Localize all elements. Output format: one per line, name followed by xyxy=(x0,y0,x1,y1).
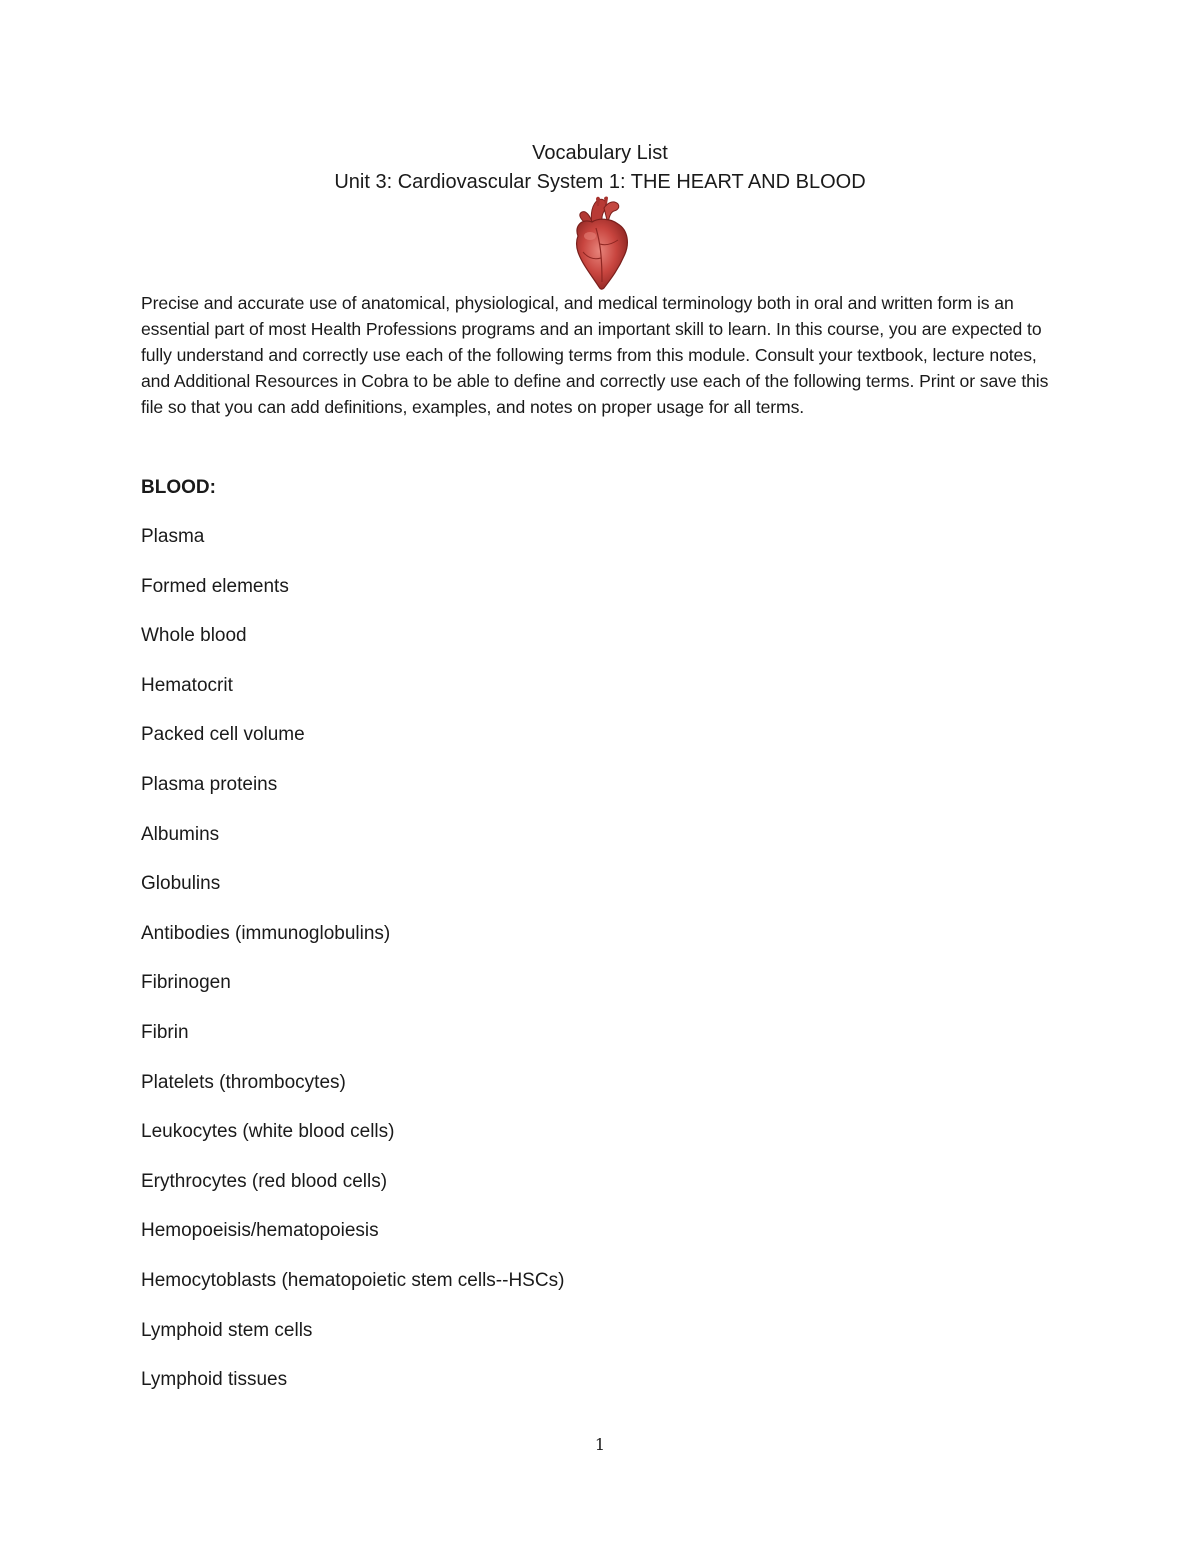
vocabulary-term: Hemopoeisis/hematopoiesis xyxy=(141,1220,379,1242)
section-heading-blood: BLOOD: xyxy=(141,477,216,498)
vocabulary-term: Lymphoid stem cells xyxy=(141,1319,313,1341)
vocabulary-term: Fibrinogen xyxy=(141,972,231,994)
vocabulary-term: Albumins xyxy=(141,823,220,845)
page-number: 1 xyxy=(594,1435,606,1454)
vocabulary-term: Whole blood xyxy=(141,625,247,647)
vocabulary-term-list xyxy=(141,525,564,1418)
vocabulary-term: Platelets (thrombocytes) xyxy=(141,1071,346,1093)
vocabulary-term: Hemocytoblasts (hematopoietic stem cells--HSCs) xyxy=(141,1269,565,1291)
intro-paragraph: Precise and accurate use of anatomical, physiological, and medical terminology both in oral and written form is an essential part of most Health Professions programs and an important skill to learn. In this course, you are expected to fully understand and correctly use each of the following terms from this module. Consult your textbook, lecture notes, and Additional Resources in Cobra to be able to define and correctly use each of the following terms. Print or save this file so that you can add definitions, examples, and notes on proper usage for all terms. xyxy=(141,293,1049,417)
vocabulary-term: Fibrin xyxy=(141,1021,189,1043)
vocabulary-term: Plasma xyxy=(141,526,205,547)
anatomical-heart-icon xyxy=(566,196,634,290)
vocabulary-term: Leukocytes (white blood cells) xyxy=(141,1121,395,1143)
vocabulary-term: Erythrocytes (red blood cells) xyxy=(141,1170,388,1192)
vocabulary-term: Antibodies (immunoglobulins) xyxy=(141,922,391,944)
document-subtitle: Unit 3: Cardiovascular System 1: THE HEART AND BLOOD xyxy=(334,171,866,193)
vocabulary-term: Formed elements xyxy=(141,575,289,597)
vocabulary-term: Lymphoid tissues xyxy=(141,1369,288,1391)
vocabulary-term: Packed cell volume xyxy=(141,724,305,746)
vocabulary-term: Plasma proteins xyxy=(141,773,278,795)
vocabulary-term: Globulins xyxy=(141,873,221,895)
document-title: Vocabulary List xyxy=(532,142,668,164)
vocabulary-term: Hematocrit xyxy=(141,674,233,696)
